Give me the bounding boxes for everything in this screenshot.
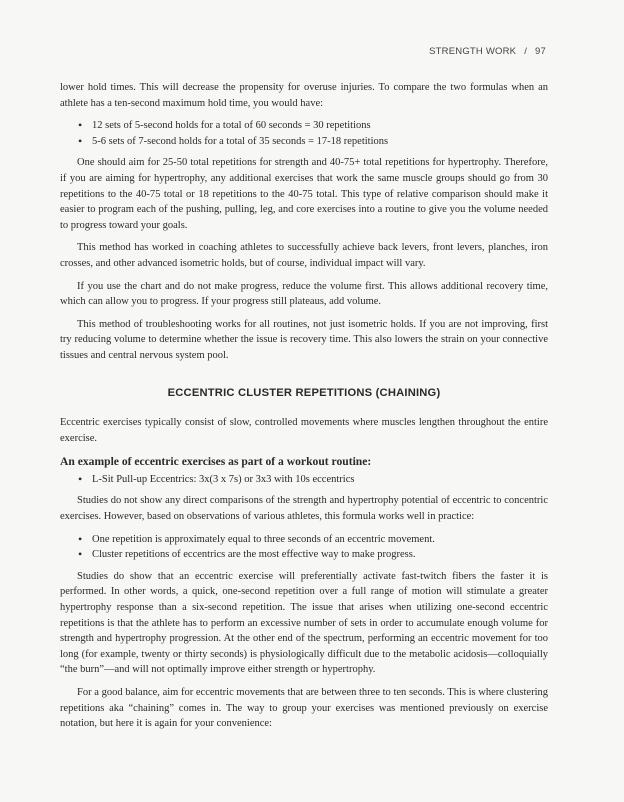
paragraph: This method has worked in coaching athletes to successfully achieve back levers, front levers, planches, iron crosses, and other advanced isometric holds, but of course, individual impact will vary.	[60, 242, 548, 269]
paragraph: Eccentric exercises typically consist of slow, controlled movements where muscles lengthen throughout the entire exercise.	[60, 417, 548, 444]
paragraph: Studies do not show any direct comparisons of the strength and hypertrophy potential of eccentric to concentric exercises. However, based on observations of various athletes, this formula works well in practice:	[60, 495, 548, 523]
paragraph: This method of troubleshooting works for all routines, not just isometric holds. If you are not improving, first try reducing volume to determine whether the issue is recovery time. This also lowers the strain on your connective tissues and central nervous system pool.	[60, 318, 548, 361]
subheading: An example of eccentric exercises as part of a workout routine:	[60, 455, 372, 469]
paragraph: If you use the chart and do not make progress, reduce the volume first. This allows additional recovery time, which can allow you to progress. If your progress still plateaus, add volume.	[60, 280, 548, 308]
bullet-list-hold-comparison	[60, 118, 548, 149]
page-number: 97	[535, 46, 546, 57]
section-title: ECCENTRIC CLUSTER REPETITIONS (CHAINING)	[167, 386, 441, 399]
bullet-item: • 12 sets of 5-second holds for a total of 60 seconds = 30 repetitions	[78, 118, 548, 134]
bullet-item: • L-Sit Pull-up Eccentrics: 3x(3 x 7s) or 3x3 with 10s eccentrics	[78, 472, 548, 488]
paragraph: Studies do show that an eccentric exercise will preferentially activate fast-twitch fibers the faster it is performed. In other words, a quick, one-second repetition over a full range of motion will stimulate a greater hypertrophy response than a six-second repetition. The issue that arises when utilizing one-second eccentric repetitions is that the athlete has to perform an excessive number of sets in order to accumulate enough volume for strength and hypertrophy progression. At the other end of the spectrum, performing an eccentric movement for too long (for example, twenty or thirty seconds) is physiologically difficult due to the metabolic acidosis—colloquially “the burn”—and will not optimally improve either strength or hypertrophy.	[60, 570, 548, 676]
running-header-separator: /	[524, 46, 528, 57]
bullet-item: • One repetition is approximately equal to three seconds of an eccentric movement.	[78, 532, 548, 548]
running-header	[429, 46, 546, 57]
bullet-item: • Cluster repetitions of eccentrics are the most effective way to make progress.	[78, 547, 548, 563]
page-body	[60, 80, 548, 739]
paragraph: lower hold times. This will decrease the propensity for overuse injuries. To compare the two formulas when an athlete has a ten-second maximum hold time, you would have:	[60, 82, 548, 109]
bullet-item: • 5-6 sets of 7-second holds for a total of 35 seconds = 17-18 repetitions	[78, 134, 548, 150]
running-header-section: STRENGTH WORK	[429, 46, 517, 57]
paragraph: One should aim for 25-50 total repetitions for strength and 40-75+ total repetitions for hypertrophy. Therefore, if you are aiming for hypertrophy, any additional exercises that work the same muscle groups should go from 30 repetitions to the 40-75 total or 18 repetitions to the 40-75 total. This type of relative comparison should make it easier to program each of the pushing, pulling, leg, and core exercises into a routine to give you the volume needed to progress toward your goals.	[60, 157, 548, 231]
bullet-list-formula	[60, 532, 548, 563]
bullet-list-example	[60, 472, 548, 488]
paragraph: For a good balance, aim for eccentric movements that are between three to ten seconds. This is where clustering repetitions aka “chaining” comes in. The way to group your exercises was mentioned previously on exercise notation, but here it is again for your convenience:	[60, 687, 548, 730]
